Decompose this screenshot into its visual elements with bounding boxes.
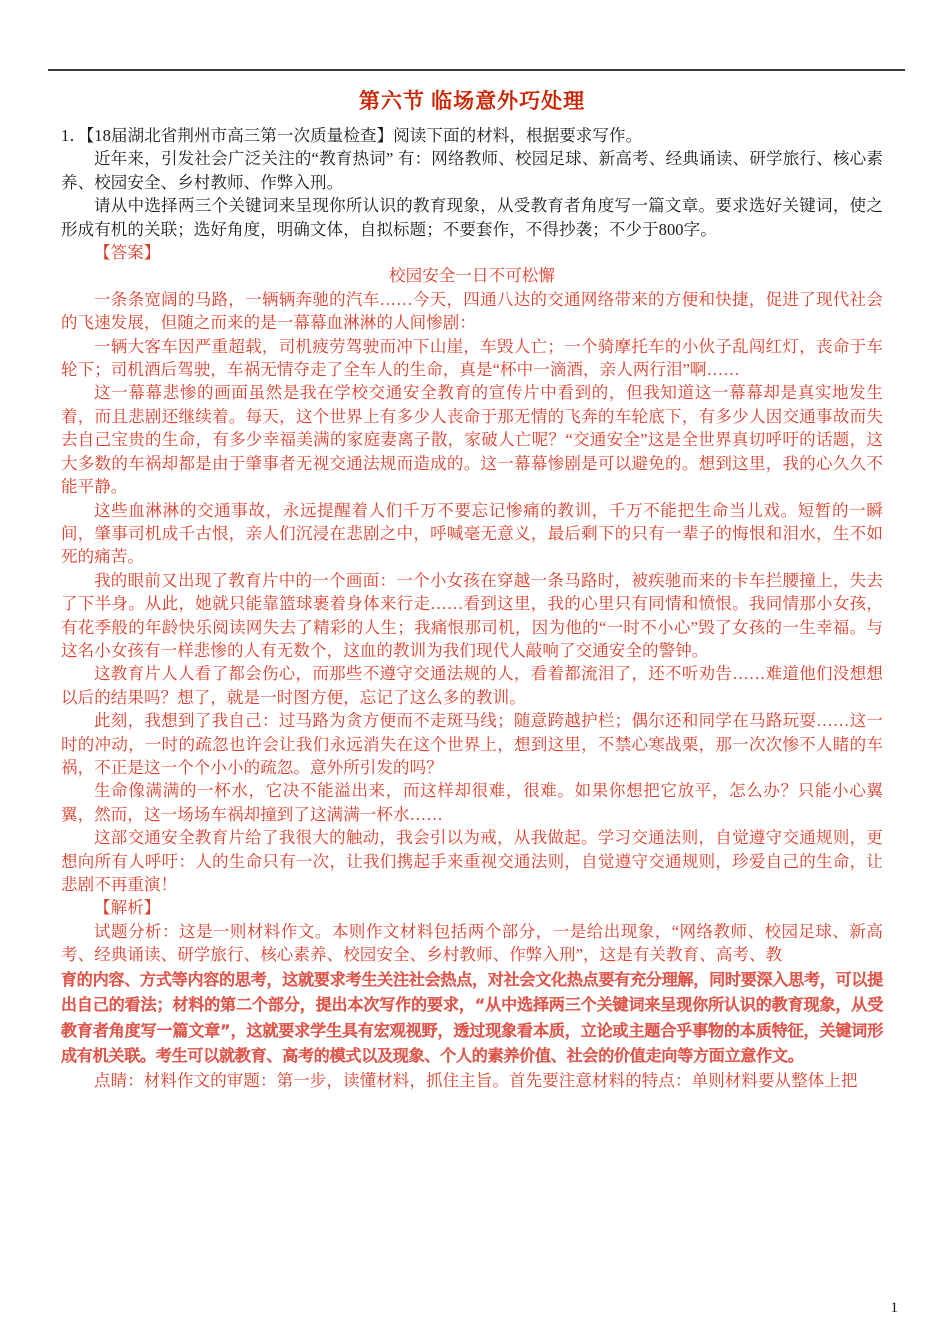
answer-paragraph: 这部交通安全教育片给了我很大的触动，我会引以为戒，从我做起。学习交通法则，自觉遵守交通规则，更想向所有人呼吁：人的生命只有一次，让我们携起手来重视交通法则，自觉遵守交通规则，珍爱自己的生命，让悲剧不再重演！: [61, 828, 883, 894]
answer-paragraph: 这教育片人人看了都会伤心，而那些不遵守交通法规的人，看着都流泪了，还不听劝告……难道他们没想想以后的结果吗？想了，就是一时图方便，忘记了这么多的教训。: [61, 664, 883, 707]
header-rule: [48, 69, 905, 71]
page-number: 1: [890, 1300, 898, 1316]
question-material-2: 请从中选择两三个关键词来呈现你所认识的教育现象，从受教育者角度写一篇文章。要求选好关键词，使之形成有机的关联；选好角度，明确文体，自拟标题；不要套作，不得抄袭；不少于800字。: [61, 196, 883, 239]
document-content: [61, 86, 883, 1092]
answer-paragraph: 这一幕幕悲惨的画面虽然是我在学校交通安全教育的宣传片中看到的，但我知道这一幕幕却是真实地发生着，而且悲剧还继续着。每天，这个世界上有多少人丧命于那无情的飞奔的车轮底下，有多少人因交通事故而失去自己宝贵的生命，有多少幸福美满的家庭妻离子散，家破人亡呢？“交通安全”这是全世界真切呼吁的话题，这大多数的车祸却都是由于肇事者无视交通法规而造成的。这一幕幕惨剧是可以避免的。想到这里，我的心久久不能平静。: [61, 383, 883, 497]
analysis-dianjing: 点睛：材料作文的审题：第一步，读懂材料，抓住主旨。首先要注意材料的特点：单则材料要从整体上把: [94, 1070, 858, 1090]
question-material-1: 近年来，引发社会广泛关注的“教育热词” 有：网络教师、校园足球、新高考、经典诵读、研学旅行、核心素养、校园安全、乡村教师、作弊入刑。: [61, 149, 883, 192]
answer-paragraph: 这些血淋淋的交通事故，永远提醒着人们千万不要忘记惨痛的教训，千万不能把生命当儿戏。短暂的一瞬间，肇事司机成千古恨，亲人们沉浸在悲剧之中，呼喊毫无意义，最后剩下的只有一辈子的悔恨和泪水，生不如死的痛苦。: [61, 500, 883, 567]
analysis-paragraph: 试题分析：这是一则材料作文。本则作文材料包括两个部分，一是给出现象，“网络教师、校园足球、新高考、经典诵读、研学旅行、核心素养、校园安全、乡村教师、作弊入刑”，这是有关教育、高考、教: [61, 921, 883, 965]
answer-paragraph: 我的眼前又出现了教育片中的一个画面：一个小女孩在穿越一条马路时，被疾驰而来的卡车拦腰撞上，失去了下半身。从此，她就只能靠篮球裹着身体来行走……看到这里，我的心里只有同情和愤恨。我同情那小女孩，有花季般的年龄快乐阅读网失去了精彩的人生；我痛恨那司机，因为他的“一时不小心”毁了女孩的一生幸福。与这名小女孩有一样悲惨的人有无数个，这血的教训为我们现代人敲响了交通安全的警钟。: [61, 570, 883, 660]
answer-paragraph: 一辆大客车因严重超载，司机疲劳驾驶而冲下山崖，车毁人亡；一个骑摩托车的小伙子乱闯红灯，丧命于车轮下；司机酒后驾驶，车祸无情夺走了全车人的生命，真是“杯中一滴酒，亲人两行泪”啊……: [61, 336, 883, 380]
analysis-paragraph: 育的内容、方式等内容的思考，这就要求考生关注社会热点，对社会文化热点要有充分理解，同时要深入思考，可以提出自己的看法；材料的第二个部分，提出本次写作的要求，“从中选择两三个关键词来呈现你所认识的教育现象，从受教育者角度写一篇文章”，这就要求学生具有宏观视野，透过现象看本质，立论或主题合乎事物的本质特征，关键词形成有机关联。考生可以就教育、高考的模式以及现象、个人的素养价值、社会的价值走向等方面立意作文。: [61, 969, 883, 1066]
answer-paragraph: 此刻，我想到了我自己：过马路为贪方便而不走斑马线；随意跨越护栏；偶尔还和同学在马路玩耍……这一时的冲动，一时的疏忽也许会让我们永远消失在这个世界上，想到这里，不禁心寒战栗，那一次次惨不人睹的车祸，不正是这一个个小小的疏忽。意外所引发的吗？: [61, 711, 883, 777]
answer-label: 【答案】: [94, 243, 161, 263]
answer-paragraph: 生命像满满的一杯水，它决不能溢出来，而这样却很难，很难。如果你想把它放平，怎么办？只能小心翼翼，然而，这一场场车祸却撞到了这满满一杯水……: [61, 781, 883, 824]
page-title: 第六节 临场意外巧处理: [358, 89, 586, 113]
analysis-embedded-block: [61, 967, 883, 1092]
question-number-line: 1．【18届湖北省荆州市高三第一次质量检查】阅读下面的材料，根据要求写作。: [61, 126, 643, 145]
answer-paragraph: 一条条宽阔的马路，一辆辆奔驰的汽车……今天，四通八达的交通网络带来的方便和快捷，促进了现代社会的飞速发展，但随之而来的是一幕幕血淋淋的人间惨剧：: [61, 289, 883, 333]
essay-title: 校园安全一日不可松懈: [389, 266, 555, 286]
analysis-label: 【解析】: [94, 898, 161, 918]
